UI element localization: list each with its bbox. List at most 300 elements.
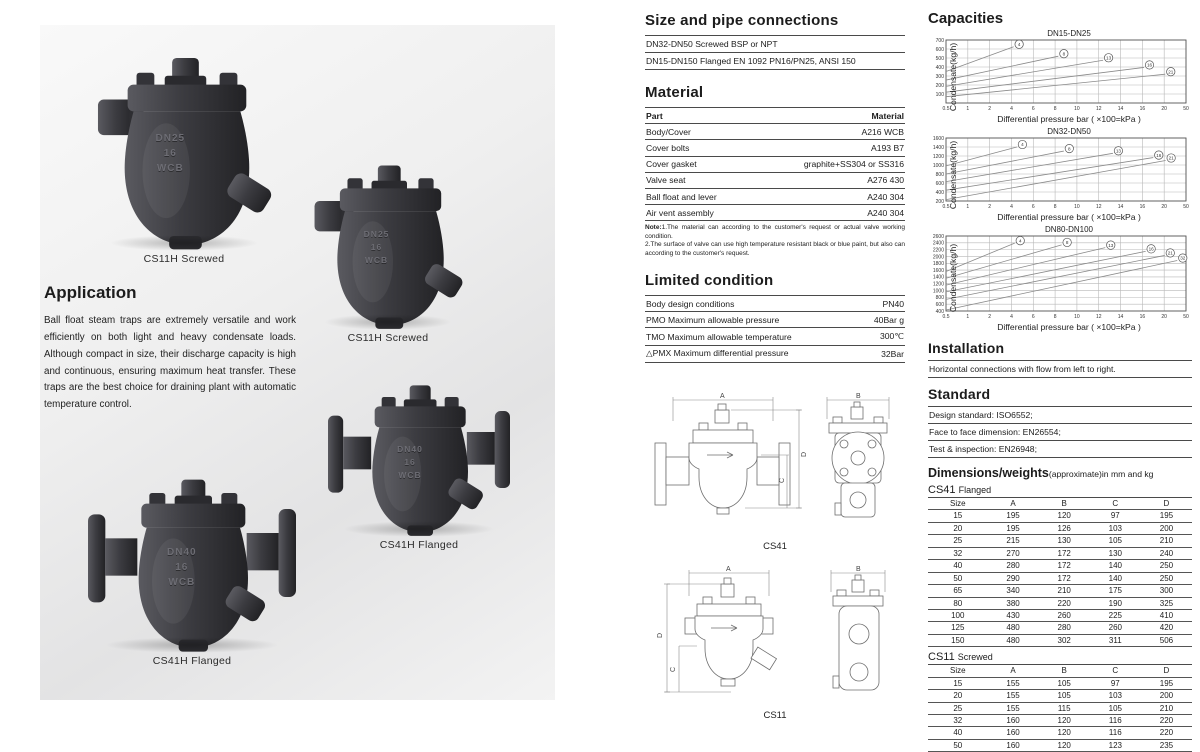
svg-text:14: 14	[1117, 204, 1124, 210]
column-header: Material	[753, 108, 905, 124]
dim-label-c: C	[778, 477, 786, 483]
product-photo-cs41h-1	[328, 383, 510, 551]
svg-text:600: 600	[935, 180, 944, 187]
dimensions-heading	[928, 466, 1192, 480]
svg-text:4: 4	[1010, 314, 1013, 320]
application-text: Ball float steam traps are extremely versatile and work efficiently on both light and heavy condensate loads. Although compact in size, their discharge capacity is high and continuous, ensuring maximum heat transfer. These traps are the best choice for draining plant with automatic temperature control.	[44, 315, 296, 411]
product-label: CS41H Flanged	[152, 655, 232, 667]
table-cell: 210	[1039, 585, 1090, 597]
table-cell: Cover bolts	[645, 140, 753, 156]
svg-text:1800: 1800	[932, 261, 944, 268]
svg-text:8: 8	[1053, 314, 1057, 320]
table-row	[645, 140, 905, 156]
table-cell: 25	[928, 535, 988, 547]
table-type-label: Screwed	[957, 652, 993, 663]
svg-text:20: 20	[1161, 204, 1167, 210]
chart-x-axis-label: Differential pressure bar ( ×100=kPa )	[997, 212, 1141, 222]
table-cell: 220	[1141, 727, 1192, 739]
table-row	[645, 296, 905, 312]
table-cell: 410	[1141, 609, 1192, 621]
material-table	[645, 107, 905, 221]
svg-text:13: 13	[1106, 55, 1112, 61]
capacity-chart-dn15-dn25	[928, 29, 1192, 124]
table-cell: Body/Cover	[645, 124, 753, 140]
svg-text:2400: 2400	[932, 240, 944, 247]
note-line: 1.The material can according to the customer's request or actual valve working condition.	[645, 224, 905, 240]
table-row	[928, 572, 1192, 584]
svg-text:16: 16	[1139, 314, 1146, 320]
column-header: D	[1141, 498, 1192, 510]
table-cell: 15	[928, 677, 988, 689]
table-row	[928, 727, 1192, 739]
svg-text:1600: 1600	[932, 267, 944, 274]
table-cell: 240	[1141, 547, 1192, 559]
table-cell: Air vent assembly	[645, 205, 753, 221]
photo-shadow	[109, 235, 259, 251]
table-cell: A193 B7	[753, 140, 905, 156]
application-section	[44, 283, 296, 424]
photo-shadow	[343, 521, 496, 537]
table-cell: 105	[1039, 677, 1090, 689]
svg-text:1000: 1000	[932, 288, 944, 295]
casting-mark: DN25	[363, 229, 390, 240]
column-header: C	[1090, 665, 1141, 677]
table-header-row	[928, 498, 1192, 510]
svg-text:1400: 1400	[932, 274, 944, 281]
svg-text:8: 8	[1062, 51, 1066, 57]
svg-text:8: 8	[1068, 146, 1071, 152]
svg-text:4: 4	[1017, 41, 1021, 47]
table-cell: 175	[1090, 585, 1141, 597]
cs41-technical-drawing	[645, 391, 905, 552]
table-cell: 65	[928, 585, 988, 597]
product-label: CS11H Screwed	[143, 252, 225, 265]
standard-row: Design standard: ISO6552;	[928, 407, 1192, 424]
svg-text:14: 14	[1117, 314, 1124, 320]
installation-list	[928, 360, 1192, 378]
table-cell: 260	[1039, 609, 1090, 621]
svg-text:0.5: 0.5	[942, 106, 950, 112]
column-header: Size	[928, 665, 988, 677]
svg-text:300: 300	[935, 73, 944, 80]
table-cell: 280	[1039, 622, 1090, 634]
table-cell: TMO Maximum allowable temperature	[645, 328, 859, 345]
cs41-dimensions-table	[928, 497, 1192, 647]
table-cell: 120	[1039, 727, 1090, 739]
svg-text:1: 1	[966, 204, 970, 210]
table-cell: 340	[988, 585, 1039, 597]
table-cell: PMO Maximum allowable pressure	[645, 312, 859, 328]
column-header: Size	[928, 498, 988, 510]
dim-label-d: D	[656, 632, 664, 638]
svg-text:1200: 1200	[932, 153, 944, 160]
chart-y-axis-label: Condensate(kg/h)	[948, 243, 959, 313]
table-cell: graphite+SS304 or SS316	[753, 156, 905, 172]
svg-text:13: 13	[1115, 148, 1121, 154]
table-header-row	[645, 108, 905, 124]
svg-text:2: 2	[988, 314, 992, 320]
table-cell: A276 430	[753, 172, 905, 188]
table-cell: 120	[1039, 715, 1090, 727]
table-header-row	[928, 665, 1192, 677]
table-cell: 260	[1090, 622, 1141, 634]
body-casting-marks	[397, 443, 423, 481]
table-cell: 126	[1039, 522, 1090, 534]
table-cell: 120	[1039, 739, 1090, 751]
table-cell: 125	[928, 622, 988, 634]
table-row	[928, 622, 1192, 634]
svg-text:0.5: 0.5	[942, 314, 950, 320]
casting-mark: WCB	[398, 469, 422, 480]
casting-mark: DN40	[167, 547, 197, 559]
table-model-name: CS41	[928, 484, 956, 496]
table-cell: 210	[1141, 702, 1192, 714]
svg-text:16: 16	[1148, 246, 1154, 252]
table-cell: 270	[988, 547, 1039, 559]
svg-text:1600: 1600	[932, 135, 944, 142]
table-cell: 290	[988, 572, 1039, 584]
table-cell: 160	[988, 715, 1039, 727]
table-cell: 380	[988, 597, 1039, 609]
table-cell: 116	[1090, 727, 1141, 739]
table-cell: 225	[1090, 609, 1141, 621]
table-cell: 32	[928, 715, 988, 727]
cs11-drawing-label: CS11	[763, 709, 787, 721]
column-header: Part	[645, 108, 753, 124]
table-cell: 80	[928, 597, 988, 609]
capacity-chart-dn80-dn100	[928, 225, 1192, 332]
table-row	[928, 715, 1192, 727]
svg-text:1: 1	[966, 106, 970, 112]
table-cell: 116	[1090, 715, 1141, 727]
svg-text:16: 16	[1146, 62, 1153, 68]
table-cell: 97	[1090, 510, 1141, 522]
dimensions-suffix: (approximate)in mm and kg	[1048, 469, 1154, 479]
table-cell: 172	[1039, 572, 1090, 584]
table-row	[645, 328, 905, 345]
svg-text:50: 50	[1183, 314, 1189, 320]
standard-title: Standard	[928, 386, 991, 402]
table-cell: 250	[1141, 572, 1192, 584]
table-cell: 190	[1090, 597, 1141, 609]
table-cell: 105	[1090, 535, 1141, 547]
table-row	[645, 188, 905, 204]
chart-title: DN32-DN50	[1047, 127, 1091, 136]
table-cell: 430	[988, 609, 1039, 621]
svg-text:13: 13	[1108, 242, 1114, 248]
table-cell: 195	[1141, 510, 1192, 522]
svg-text:1000: 1000	[932, 162, 944, 169]
limited-condition-table	[645, 295, 905, 363]
svg-text:200: 200	[935, 198, 944, 205]
dim-label-c: C	[669, 666, 677, 672]
chart-plot	[928, 136, 1190, 212]
dim-label-d: D	[800, 451, 808, 457]
svg-text:8: 8	[1053, 204, 1057, 210]
table-cell: 200	[1141, 522, 1192, 534]
installation-row: Horizontal connections with flow from left to right.	[928, 361, 1192, 378]
body-casting-marks	[364, 228, 390, 266]
chart-title: DN80-DN100	[1044, 225, 1094, 234]
table-cell: 280	[988, 560, 1039, 572]
cs41-side-view	[814, 391, 902, 541]
size-connections-title: Size and pipe connections	[645, 12, 839, 29]
table-row	[928, 634, 1192, 646]
svg-text:16: 16	[1139, 106, 1146, 112]
casting-mark: 16	[370, 241, 383, 252]
table-cell: 120	[1039, 510, 1090, 522]
table-row	[928, 535, 1192, 547]
svg-text:12: 12	[1095, 204, 1102, 210]
table-cell: 172	[1039, 547, 1090, 559]
svg-text:8: 8	[1065, 240, 1069, 246]
table-row	[645, 172, 905, 188]
table-cell: 195	[988, 510, 1039, 522]
dimensions-title: Dimensions/weights	[928, 466, 1049, 480]
chart-y-axis-label: Condensate(kg/h)	[948, 140, 959, 209]
svg-text:50: 50	[1183, 204, 1189, 210]
svg-text:20: 20	[1161, 314, 1167, 320]
table-cell: 50	[928, 739, 988, 751]
table-cell: 130	[1090, 547, 1141, 559]
chart-plot	[928, 38, 1190, 114]
svg-text:50: 50	[1183, 106, 1189, 112]
svg-text:200: 200	[935, 82, 944, 89]
cs11-front-view	[648, 562, 810, 710]
limited-condition-title: Limited condition	[645, 272, 774, 290]
table-cell: 235	[1141, 739, 1192, 751]
svg-text:6: 6	[1031, 106, 1035, 112]
table-cell: 311	[1090, 634, 1141, 646]
svg-text:600: 600	[935, 301, 944, 308]
table-cell: 506	[1141, 634, 1192, 646]
table-cell: 300	[1141, 585, 1192, 597]
standard-row: Face to face dimension: EN26554;	[928, 424, 1192, 441]
cs41-front-view	[648, 391, 810, 541]
capacities-title: Capacities	[928, 10, 1004, 27]
installation-title: Installation	[928, 340, 1005, 356]
svg-text:1200: 1200	[932, 281, 944, 288]
table-cell: 150	[928, 634, 988, 646]
svg-text:12: 12	[1095, 106, 1102, 112]
table-cell: Ball float and lever	[645, 188, 753, 204]
table-cell: 325	[1141, 597, 1192, 609]
table-cell: Body design conditions	[645, 296, 859, 312]
casting-mark: 16	[163, 147, 177, 159]
table-cell: 40Bar g	[859, 312, 905, 328]
table-row	[928, 609, 1192, 621]
material-note	[645, 224, 905, 258]
product-photo-cs11h-2	[312, 163, 464, 344]
table-cell: Valve seat	[645, 172, 753, 188]
svg-text:4: 4	[1018, 238, 1022, 244]
table-cell: 220	[1141, 715, 1192, 727]
dim-label-b: B	[856, 392, 861, 400]
svg-text:1: 1	[966, 314, 970, 320]
casting-mark: 16	[175, 562, 189, 574]
dim-label-b: B	[856, 565, 861, 573]
table-cell: 420	[1141, 622, 1192, 634]
svg-text:2000: 2000	[932, 254, 944, 261]
cs11-table-subtitle	[928, 651, 1192, 663]
svg-text:6: 6	[1031, 204, 1035, 210]
application-title: Application	[44, 283, 137, 302]
table-row	[645, 345, 905, 362]
table-cell: 32	[928, 547, 988, 559]
table-type-label: Flanged	[958, 485, 992, 495]
chart-x-axis-label: Differential pressure bar ( ×100=kPa )	[997, 322, 1141, 332]
dim-label-a: A	[725, 565, 731, 573]
cs11-dimensions-table	[928, 664, 1192, 752]
svg-text:400: 400	[935, 189, 944, 196]
table-row	[928, 560, 1192, 572]
table-cell: 155	[988, 677, 1039, 689]
svg-text:700: 700	[935, 37, 944, 44]
svg-text:4: 4	[1010, 204, 1013, 210]
table-cell: 40	[928, 560, 988, 572]
svg-text:10: 10	[1074, 204, 1080, 210]
product-photo-cs11h-1	[95, 55, 273, 265]
note-label: Note:	[645, 224, 662, 232]
table-cell: 15	[928, 510, 988, 522]
table-cell: 105	[1090, 702, 1141, 714]
chart-title: DN15-DN25	[1047, 29, 1091, 38]
product-photo-panel	[40, 25, 555, 700]
table-cell: 50	[928, 572, 988, 584]
casting-mark: WCB	[168, 577, 196, 589]
chart-plot	[928, 234, 1190, 322]
svg-text:0.5: 0.5	[942, 204, 950, 210]
svg-text:2: 2	[988, 204, 992, 210]
svg-text:32: 32	[1180, 255, 1186, 261]
casting-mark: DN40	[397, 444, 423, 455]
svg-text:14: 14	[1117, 106, 1124, 112]
svg-text:2200: 2200	[932, 247, 944, 254]
casting-mark: WCB	[156, 162, 184, 174]
svg-text:21: 21	[1168, 69, 1174, 75]
column-header: A	[988, 498, 1039, 510]
table-cell: 172	[1039, 560, 1090, 572]
standard-list	[928, 406, 1192, 458]
column-header: B	[1039, 665, 1090, 677]
table-row	[645, 205, 905, 221]
table-row	[928, 597, 1192, 609]
note-line: 2.The surface of valve can use high temperature resistant black or blue paint, but also can according to the customer's request.	[645, 241, 905, 257]
photo-shadow	[324, 314, 452, 330]
svg-text:16: 16	[1156, 152, 1162, 158]
product-label: CS41H Flanged	[379, 539, 459, 551]
capacity-chart-dn32-dn50	[928, 127, 1192, 222]
chart-x-axis-label: Differential pressure bar ( ×100=kPa )	[997, 114, 1141, 124]
table-cell: 25	[928, 702, 988, 714]
table-row	[928, 522, 1192, 534]
table-row	[928, 702, 1192, 714]
body-casting-marks	[156, 131, 186, 176]
capacity-column	[928, 0, 1192, 750]
photo-shadow	[105, 637, 280, 653]
svg-text:21: 21	[1168, 155, 1174, 161]
size-connections-list	[645, 35, 905, 70]
table-row	[645, 312, 905, 328]
svg-text:2: 2	[988, 106, 992, 112]
table-cell: 100	[928, 609, 988, 621]
table-cell: 155	[988, 702, 1039, 714]
svg-text:400: 400	[935, 64, 944, 71]
svg-text:21: 21	[1167, 250, 1173, 256]
table-cell: 300℃	[859, 328, 905, 345]
table-cell: PN40	[859, 296, 905, 312]
svg-text:6: 6	[1031, 314, 1035, 320]
table-cell: A216 WCB	[753, 124, 905, 140]
svg-text:800: 800	[935, 295, 944, 302]
svg-text:10: 10	[1074, 106, 1080, 112]
size-connection-row: DN15-DN150 Flanged EN 1092 PN16/PN25, ANSI 150	[645, 53, 905, 70]
table-model-name: CS11	[928, 651, 955, 664]
specs-column	[645, 0, 905, 721]
cs11-technical-drawing	[645, 562, 905, 721]
cs41-table-subtitle	[928, 484, 1192, 496]
table-row	[928, 547, 1192, 559]
svg-text:20: 20	[1161, 106, 1167, 112]
table-cell: 40	[928, 727, 988, 739]
svg-text:500: 500	[935, 55, 944, 62]
svg-text:400: 400	[935, 308, 944, 315]
product-photo-cs41h-2	[88, 477, 296, 667]
column-header: C	[1090, 498, 1141, 510]
table-cell: 480	[988, 634, 1039, 646]
table-row	[928, 585, 1192, 597]
table-cell: 200	[1141, 690, 1192, 702]
table-row	[928, 690, 1192, 702]
cs11-side-view	[814, 562, 902, 710]
chart-y-axis-label: Condensate(kg/h)	[948, 42, 959, 111]
standard-row: Test & inspection: EN26948;	[928, 441, 1192, 458]
casting-mark: DN25	[155, 132, 186, 144]
product-label: CS11H Screwed	[347, 332, 429, 345]
svg-text:4: 4	[1010, 106, 1013, 112]
table-cell: 480	[988, 622, 1039, 634]
table-row	[645, 124, 905, 140]
table-cell: 20	[928, 522, 988, 534]
table-cell: A240 304	[753, 188, 905, 204]
table-cell: 250	[1141, 560, 1192, 572]
table-cell: 97	[1090, 677, 1141, 689]
cs41-drawing-label: CS41	[763, 540, 787, 552]
svg-text:4: 4	[1021, 142, 1024, 148]
table-cell: △PMX Maximum differential pressure	[645, 345, 859, 362]
column-header: D	[1141, 665, 1192, 677]
table-row	[928, 739, 1192, 751]
material-title: Material	[645, 84, 704, 101]
size-connection-row: DN32-DN50 Screwed BSP or NPT	[645, 36, 905, 53]
table-cell: 103	[1090, 522, 1141, 534]
dim-label-a: A	[719, 392, 725, 400]
column-header: A	[988, 665, 1039, 677]
table-cell: 220	[1039, 597, 1090, 609]
column-header: B	[1039, 498, 1090, 510]
table-cell: 130	[1039, 535, 1090, 547]
svg-text:8: 8	[1053, 106, 1057, 112]
svg-text:2600: 2600	[932, 233, 944, 240]
table-cell: 210	[1141, 535, 1192, 547]
table-row	[928, 677, 1192, 689]
table-cell: 103	[1090, 690, 1141, 702]
table-cell: 20	[928, 690, 988, 702]
svg-text:16: 16	[1139, 204, 1146, 210]
table-cell: 105	[1039, 690, 1090, 702]
table-cell: 302	[1039, 634, 1090, 646]
table-row	[928, 510, 1192, 522]
